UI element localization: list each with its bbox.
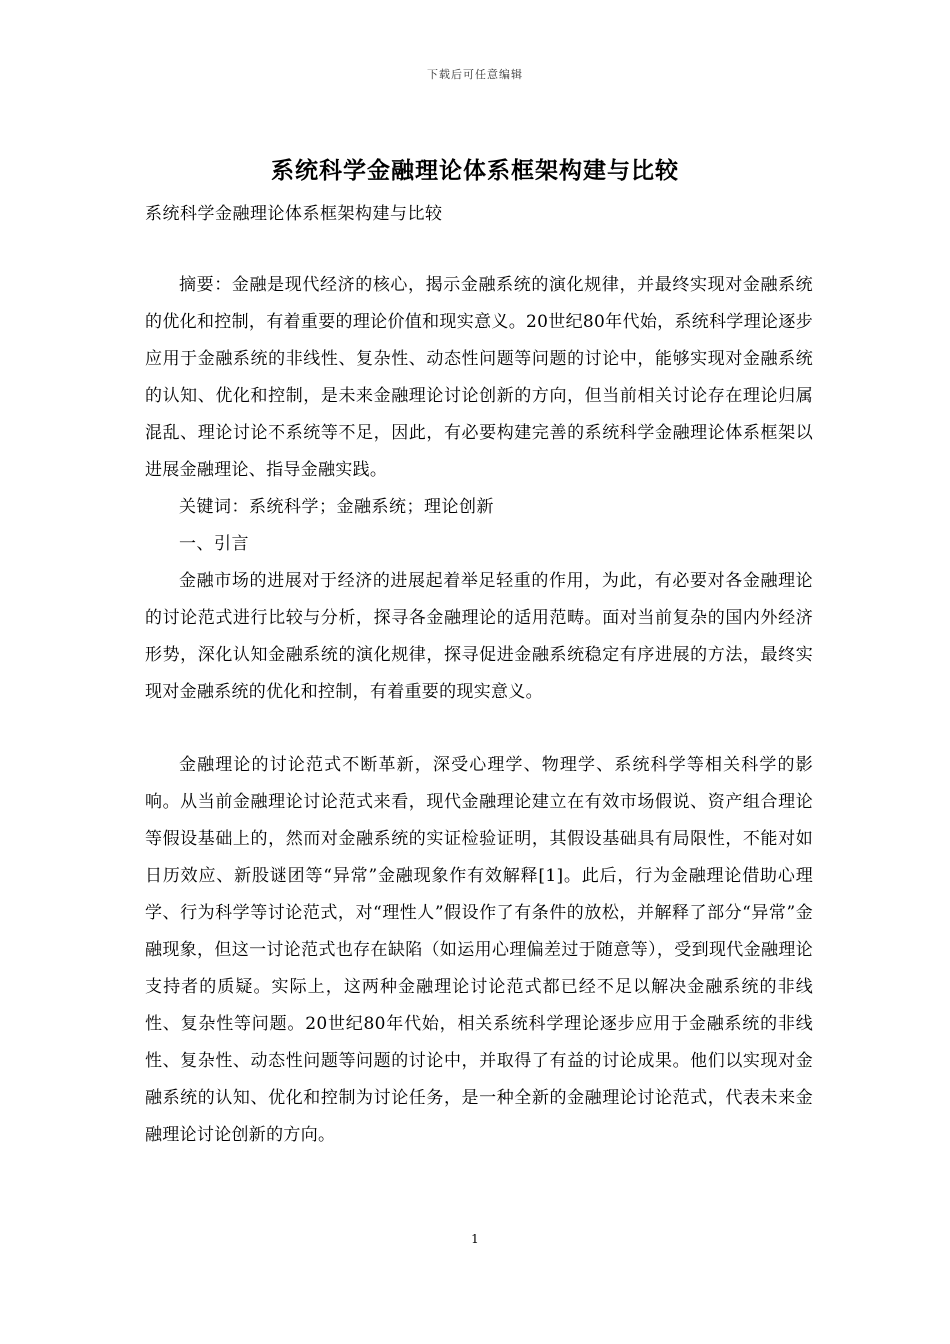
abstract-paragraph: 摘要：金融是现代经济的核心，揭示金融系统的演化规律，并最终实现对金融系统的优化和控制，有着重要的理论价值和现实意义。20世纪80年代始，系统科学理论逐步应用于金融系统的非线性、复杂性、动态性问题等问题的讨论中，能够实现对金融系统的认知、优化和控制，是未来金融理论讨论创新的方向，但当前相关讨论存在理论归属混乱、理论讨论不系统等不足，因此，有必要构建完善的系统科学金融理论体系框架以进展金融理论、指导金融实践。 — [145, 275, 813, 480]
document-title: 系统科学金融理论体系框架构建与比较 — [271, 157, 679, 184]
intro-paragraph-2: 金融理论的讨论范式不断革新，深受心理学、物理学、系统科学等相关科学的影响。从当前金融理论讨论范式来看，现代金融理论建立在有效市场假说、资产组合理论等假设基础上的，然而对金融系统的实证检验证明，其假设基础具有局限性，不能对如日历效应、新股谜团等“异常”金融现象作有效解释[1]。此后，行为金融理论借助心理学、行为科学等讨论范式，对“理性人”假设作了有条件的放松，并解释了部分“异常”金融现象，但这一讨论范式也存在缺陷（如运用心理偏差过于随意等），受到现代金融理论支持者的质疑。实际上，这两种金融理论讨论范式都已经不足以解决金融系统的非线性、复杂性等问题。20世纪80年代始，相关系统科学理论逐步应用于金融系统的非线性、复杂性、动态性问题等问题的讨论中，并取得了有益的讨论成果。他们以实现对金融系统的认知、优化和控制为讨论任务，是一种全新的金融理论讨论范式，代表未来金融理论讨论创新的方向。 — [145, 755, 813, 1145]
intro-paragraph-1: 金融市场的进展对于经济的进展起着举足轻重的作用，为此，有必要对各金融理论的讨论范式进行比较与分析，探寻各金融理论的适用范畴。面对当前复杂的国内外经济形势，深化认知金融系统的演化规律，探寻促进金融系统稳定有序进展的方法，最终实现对金融系统的优化和控制，有着重要的现实意义。 — [145, 571, 813, 702]
document-subtitle: 系统科学金融理论体系框架构建与比较 — [145, 204, 443, 224]
header-note: 下载后可任意编辑 — [427, 68, 523, 81]
keywords-line: 关键词：系统科学；金融系统；理论创新 — [179, 497, 494, 517]
page-number: 1 — [471, 1232, 479, 1246]
document-body — [145, 196, 813, 1154]
section-heading-introduction: 一、引言 — [179, 534, 249, 554]
